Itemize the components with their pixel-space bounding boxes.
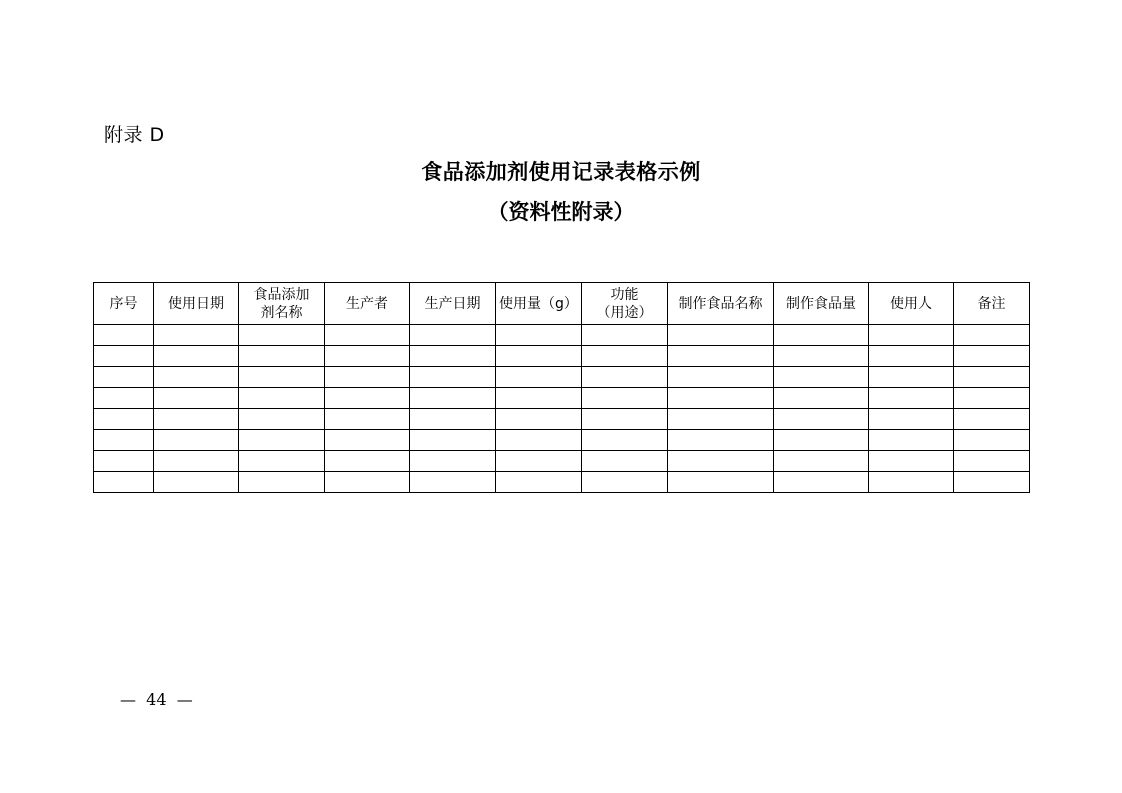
table-cell [869,472,954,493]
table-cell [410,367,496,388]
header-cell-remarks: 备注 [954,283,1030,325]
table-row [94,472,1030,493]
table-cell [154,346,239,367]
table-cell [154,430,239,451]
table-cell [869,451,954,472]
table-cell [869,367,954,388]
table-cell [496,325,582,346]
table-cell [239,367,325,388]
table-header-row [94,283,1030,325]
table-cell [668,451,774,472]
table-cell [154,409,239,430]
table-cell [496,472,582,493]
table-cell [668,409,774,430]
table-cell [496,409,582,430]
header-cell-index: 序号 [94,283,154,325]
table-body [94,325,1030,493]
table-cell [582,430,668,451]
table-cell [869,325,954,346]
page-number: — 44 — [120,690,193,709]
table-cell [239,430,325,451]
table-cell [774,346,869,367]
table-cell [582,367,668,388]
table-cell [410,325,496,346]
table-cell [325,346,410,367]
document-subtitle: （资料性附录） [487,199,635,224]
table-cell [774,409,869,430]
table-row [94,346,1030,367]
table-cell [668,367,774,388]
table-cell [410,430,496,451]
table-cell [582,346,668,367]
table-cell [668,388,774,409]
table-row [94,451,1030,472]
table-cell [954,367,1030,388]
table-cell [582,325,668,346]
table-cell [239,325,325,346]
table-cell [954,388,1030,409]
table-cell [94,388,154,409]
table-cell [582,409,668,430]
table-row [94,388,1030,409]
table-cell [410,472,496,493]
appendix-label: 附录 D [104,124,165,146]
table-cell [954,325,1030,346]
table-cell [410,409,496,430]
header-cell-food-name: 制作食品名称 [668,283,774,325]
header-cell-food-quantity: 制作食品量 [774,283,869,325]
header-cell-producer: 生产者 [325,283,410,325]
table-row [94,367,1030,388]
document-title: 食品添加剂使用记录表格示例 [421,159,701,184]
table-cell [325,409,410,430]
table-cell [668,325,774,346]
table-cell [154,472,239,493]
table-cell [668,472,774,493]
table-cell [668,346,774,367]
table-cell [496,388,582,409]
table-cell [496,346,582,367]
table-cell [774,430,869,451]
table-cell [410,451,496,472]
table-cell [774,325,869,346]
table-cell [154,367,239,388]
table-cell [496,367,582,388]
header-cell-function: 功能 （用途） [582,283,668,325]
table-cell [774,388,869,409]
table-cell [582,472,668,493]
header-cell-user: 使用人 [869,283,954,325]
table-cell [94,430,154,451]
table-cell [239,472,325,493]
table-cell [582,388,668,409]
table-cell [774,451,869,472]
header-cell-production-date: 生产日期 [410,283,496,325]
table-cell [94,409,154,430]
table-cell [668,430,774,451]
table-cell [954,430,1030,451]
table-row [94,409,1030,430]
table-cell [239,388,325,409]
table-cell [239,346,325,367]
table-cell [496,430,582,451]
table-cell [325,472,410,493]
header-cell-usage-amount: 使用量（g） [496,283,582,325]
table-cell [954,346,1030,367]
table-cell [154,325,239,346]
table-cell [325,388,410,409]
table-cell [94,451,154,472]
table-cell [94,472,154,493]
table-cell [954,409,1030,430]
table-cell [410,388,496,409]
table-cell [325,451,410,472]
additive-usage-record-table [93,282,1030,493]
table-cell [869,409,954,430]
table-cell [954,451,1030,472]
table-cell [582,451,668,472]
table-cell [325,325,410,346]
table-cell [325,430,410,451]
table-cell [94,325,154,346]
table-cell [869,430,954,451]
header-cell-usage-date: 使用日期 [154,283,239,325]
table-cell [869,346,954,367]
table-cell [154,388,239,409]
table-cell [325,367,410,388]
table-cell [869,388,954,409]
table-cell [410,346,496,367]
table-cell [154,451,239,472]
table-cell [239,451,325,472]
header-cell-additive-name: 食品添加 剂名称 [239,283,325,325]
table-cell [496,451,582,472]
table-cell [774,367,869,388]
table-cell [94,367,154,388]
table-row [94,325,1030,346]
table-row [94,430,1030,451]
table-cell [774,472,869,493]
table-cell [94,346,154,367]
table-cell [954,472,1030,493]
table-cell [239,409,325,430]
